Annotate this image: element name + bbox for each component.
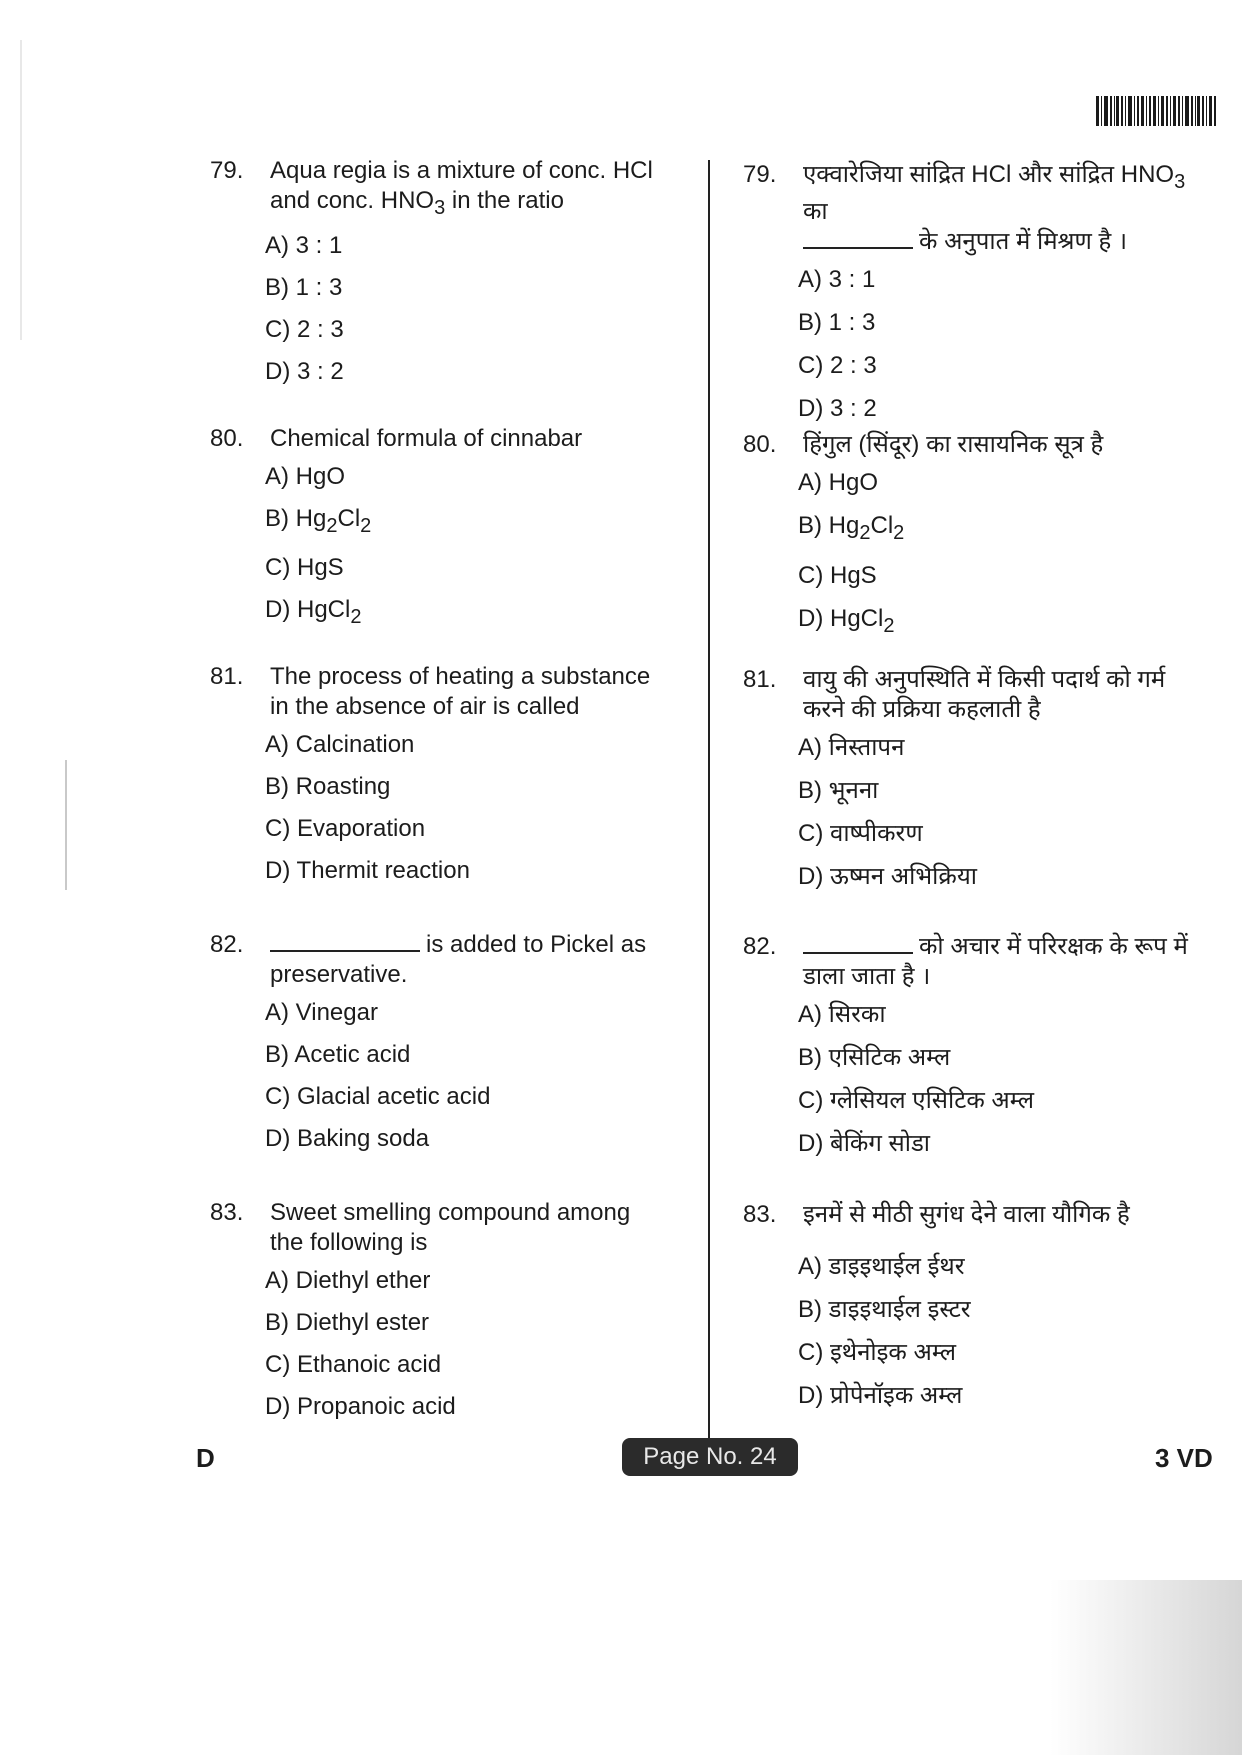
option-b: B) Acetic acid	[265, 1041, 411, 1068]
option-c: C) Glacial acetic acid	[265, 1083, 491, 1110]
question-number: 79.	[743, 161, 777, 188]
options-list	[798, 1000, 1203, 1159]
question-text: को अचार में परिरक्षक के रूप में डाला जाता है ।	[803, 933, 1188, 990]
question-83-hindi	[743, 1200, 1203, 1424]
option-b: B) 1 : 3	[798, 308, 876, 336]
question-text-continued: के अनुपात में मिश्रण है ।	[919, 227, 1128, 255]
options-list	[265, 1266, 670, 1422]
question-number: 82.	[210, 931, 244, 958]
option-b: B) एसिटिक अम्ल	[798, 1044, 951, 1071]
column-divider	[708, 160, 710, 1445]
option-b: B) $Hg_2Cl_2$	[265, 505, 372, 537]
question-text-wrap	[270, 930, 670, 990]
option-a: A) निस्तापन	[798, 734, 905, 761]
option-d: D) ऊष्मन अभिक्रिया	[798, 863, 977, 890]
question-text: Chemical formula of cinnabar	[270, 425, 583, 452]
question-81	[210, 662, 670, 898]
options-list	[265, 730, 670, 886]
question-83	[210, 1198, 670, 1434]
option-a: A) HgO	[265, 463, 346, 490]
question-text: is added to Pickel as preservative.	[270, 931, 647, 988]
question-82-hindi	[743, 932, 1203, 1172]
question-text-wrap	[803, 932, 1203, 992]
option-a: A) Vinegar	[265, 999, 378, 1026]
question-text: हिंगुल (सिंदूर) का रासायनिक सूत्र है	[803, 431, 1104, 458]
option-a: A) HgO	[798, 469, 879, 496]
options-list	[265, 998, 670, 1154]
option-d: D) Baking soda	[265, 1125, 430, 1152]
fill-in-blank	[270, 950, 420, 952]
question-number: 81.	[743, 666, 777, 693]
question-number: 82.	[743, 933, 777, 960]
options-list	[265, 462, 670, 632]
question-80-hindi	[743, 430, 1203, 654]
option-d: D) प्रोपेनॉइक अम्ल	[798, 1382, 963, 1409]
page-number-badge: Page No. 24	[622, 1438, 798, 1476]
question-81-hindi	[743, 665, 1203, 905]
question-text: एक्वारेजिया सांद्रित HCl और सांद्रित $HNO_3$ का	[803, 161, 1186, 225]
series-code: D	[196, 1443, 215, 1473]
option-c: C) 2 : 3	[265, 315, 344, 343]
option-c: C) HgS	[265, 553, 344, 581]
question-text: इनमें से मीठी सुगंध देने वाला यौगिक है	[803, 1201, 1130, 1228]
options-list	[798, 468, 1203, 641]
option-b: B) $Hg_2Cl_2$	[798, 512, 905, 544]
option-a: A) डाइइथाईल ईथर	[798, 1253, 965, 1280]
question-text: वायु की अनुपस्थिति में किसी पदार्थ को गर्म करने की प्रक्रिया कहलाती है	[803, 666, 1166, 723]
question-number: 80.	[743, 431, 777, 458]
option-a: A) Diethyl ether	[265, 1267, 431, 1294]
option-a: A) Calcination	[265, 731, 415, 758]
question-text-wrap	[803, 160, 1203, 257]
option-d: D) Propanoic acid	[265, 1393, 456, 1420]
option-b: B) भूनना	[798, 777, 879, 804]
option-a: A) 3 : 1	[798, 265, 876, 293]
fill-in-blank	[803, 247, 913, 249]
option-b: B) 1 : 3	[265, 273, 343, 301]
scan-shadow	[1050, 1580, 1242, 1755]
options-list	[798, 265, 1203, 424]
scan-edge	[20, 40, 22, 340]
options-list	[798, 733, 1203, 892]
option-c: C) Ethanoic acid	[265, 1351, 442, 1378]
question-number: 81.	[210, 663, 244, 690]
option-b: B) Diethyl ester	[265, 1309, 430, 1336]
question-82	[210, 930, 670, 1166]
question-number: 80.	[210, 425, 244, 452]
option-d: D) 3 : 2	[798, 394, 877, 422]
question-number: 83.	[210, 1199, 244, 1226]
option-c: C) 2 : 3	[798, 351, 877, 379]
barcode-icon	[1096, 96, 1216, 126]
option-b: B) Roasting	[265, 773, 391, 800]
options-list	[265, 231, 670, 387]
option-d: D) HgCl$_2$	[265, 595, 362, 628]
option-c: C) Evaporation	[265, 815, 426, 842]
paper-code: 3 VD	[1155, 1443, 1213, 1473]
question-number: 83.	[743, 1201, 777, 1228]
option-a: A) सिरका	[798, 1001, 886, 1028]
question-79	[210, 156, 670, 399]
option-d: D) Thermit reaction	[265, 857, 470, 884]
question-79-hindi	[743, 160, 1203, 437]
scan-edge	[65, 760, 67, 890]
option-a: A) 3 : 1	[265, 231, 343, 259]
question-text: Aqua regia is a mixture of conc. HCl and conc. $HNO_3$ in the ratio	[270, 157, 653, 219]
options-list	[798, 1252, 1203, 1411]
fill-in-blank	[803, 952, 913, 954]
question-number: 79.	[210, 157, 244, 184]
option-c: C) HgS	[798, 561, 877, 589]
option-c: C) ग्लेसियल एसिटिक अम्ल	[798, 1087, 1034, 1114]
question-80	[210, 424, 670, 644]
option-d: D) बेकिंग सोडा	[798, 1130, 931, 1157]
question-text: Sweet smelling compound among the following is	[270, 1199, 631, 1256]
option-d: D) HgCl$_2$	[798, 604, 895, 637]
option-c: C) इथेनोइक अम्ल	[798, 1339, 957, 1366]
question-text: The process of heating a substance in the absence of air is called	[270, 663, 651, 720]
option-b: B) डाइइथाईल इस्टर	[798, 1296, 971, 1323]
option-d: D) 3 : 2	[265, 357, 344, 385]
option-c: C) वाष्पीकरण	[798, 820, 923, 847]
